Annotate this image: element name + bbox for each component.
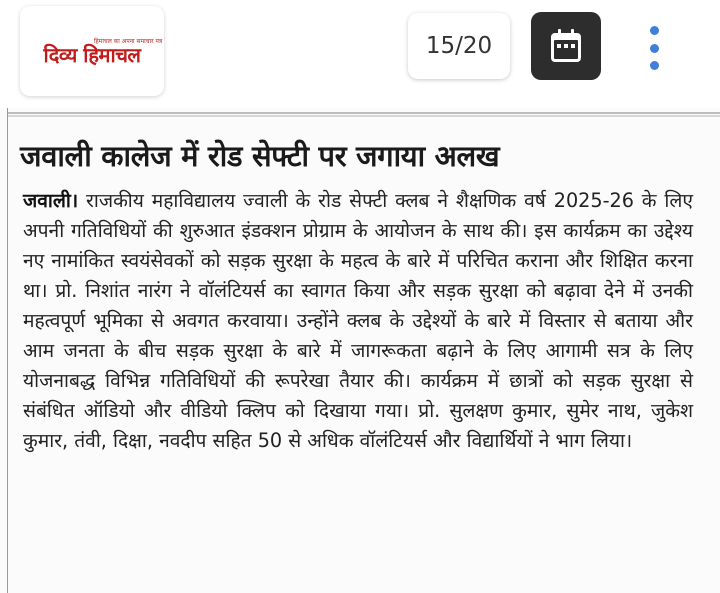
article-headline: जवाली कालेज में रोड सेफ्टी पर जगाया अलख [20,139,500,173]
menu-dot [650,44,659,53]
more-vertical-icon [650,26,659,35]
article-text: राजकीय महाविद्यालय ज्वाली के रोड सेफ्टी क्लब ने शैक्षणिक वर्ष 2025-26 के लिए अपनी गतिविधियों की शुरुआत इंडक्शन प्रोग्राम के आयोजन के साथ की। इस कार्यक्रम का उद्देश्य नए नामांकित स्वयंसेवकों को सड़क सुरक्षा के महत्व के बारे में परिचित कराना और शिक्षित करना था। प्रो. निशांत नारंग ने वॉलंटियर्स का स्वागत किया और सड़क सुरक्षा को बढ़ावा देने में उनकी महत्वपूर्ण भूमिका से अवगत करवाया। उन्होंने क्लब के उद्देश्यों के बारे में विस्तार से बताया और आम जनता के बीच सड़क सुरक्षा के बारे में जागरूकता बढ़ाने के लिए आगामी सत्र के लिए योजनाबद्ध विभिन्न गतिविधियों की रूपरेखा तैयार की। कार्यक्रम में छात्रों को सड़क सुरक्षा से संबंधित ऑडियो और वीडियो क्लिप को दिखाया गया। प्रो. सुलक्षण कुमार, सुमेर नाथ, जुकेश कुमार, तंवी, दिक्षा, नवदीप सहित 50 से अधिक वॉलंटियर्स और विद्यार्थियों ने भाग लिया। [23,189,693,452]
logo-tagline: हिमाचल का अपना समाचार पत्र [94,38,163,45]
divider [8,112,720,114]
more-options-button[interactable] [640,26,668,70]
article-body [23,186,693,456]
article-dateline: जवाली। [23,189,79,212]
menu-dot [650,61,659,70]
page-indicator-button[interactable] [408,13,510,79]
calendar-button[interactable] [531,12,601,80]
newspaper-clipping [0,108,720,593]
page-indicator-label: 15/20 [425,33,493,59]
divider [8,115,720,117]
newspaper-logo[interactable] [20,6,164,96]
column-rule [7,108,8,593]
top-bar [0,0,720,110]
calendar-icon [549,28,583,64]
logo-name: दिव्य हिमाचल [43,42,141,67]
